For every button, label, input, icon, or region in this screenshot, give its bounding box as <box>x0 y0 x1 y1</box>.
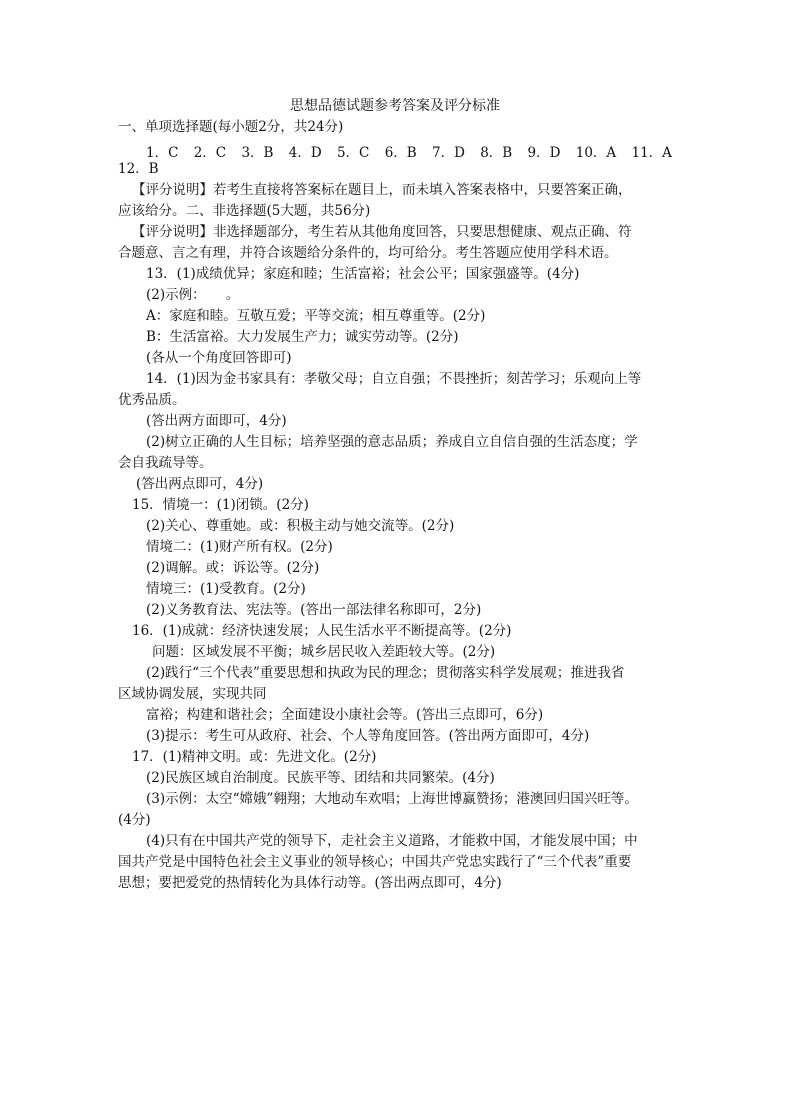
text-line: 情境三：(1)受教育。(2分) <box>146 581 306 597</box>
answer-item: 5．C <box>336 145 370 161</box>
text-line: (答出两点即可，4分) <box>136 476 264 492</box>
text-line: 13．(1)成绩优异；家庭和睦；生活富裕；社会公平；国家强盛等。(4分) <box>146 266 580 282</box>
text-line: 应该给分。二、非选择题(5大题，共56分) <box>118 203 371 219</box>
text-line: 优秀品质。 <box>118 392 186 408</box>
text-line: (3)示例：太空“嫦娥”翱翔；大地动车欢唱；上海世博赢赞扬；港澳回归国兴旺等。 <box>146 791 638 807</box>
text-line: (4分) <box>118 812 151 828</box>
answer-item: 11．A <box>631 145 672 161</box>
document-title: 思想品德试题参考答案及评分标准 <box>290 98 500 114</box>
text-line: 国共产党是中国特色社会主义事业的领导核心；中国共产党忠实践行了“三个代表”重要 <box>118 854 632 870</box>
text-line: (2)调解。或：诉讼等。(2分) <box>146 560 320 576</box>
text-line: 16．(1)成就：经济快速发展；人民生活水平不断提高等。(2分) <box>132 623 512 639</box>
text-line: (2)树立正确的人生目标；培养坚强的意志品质；养成自立自信自强的生活态度；学 <box>146 434 638 450</box>
text-line: (2)义务教育法、宪法等。(答出一部法律名称即可，2分) <box>146 602 482 618</box>
text-line: 思想；要把爱党的热情转化为具体行动等。(答出两点即可，4分) <box>118 875 502 891</box>
text-line: (答出两方面即可，4分) <box>146 413 287 429</box>
text-line: B：生活富裕。大力发展生产力；诚实劳动等。(2分) <box>146 329 459 345</box>
section-heading-single-choice: 一、单项选择题(每小题2分，共24分) <box>118 119 344 135</box>
text-line: 【评分说明】若考生直接将答案标在题目上，而未填入答案表格中，只要答案正确， <box>132 182 632 198</box>
text-line: 问题：区域发展不平衡；城乡居民收入差距较大等。(2分) <box>152 644 496 660</box>
answer-item-wrapped: 12．B <box>118 161 159 177</box>
answer-item: 9．D <box>527 145 561 161</box>
answer-key-row <box>146 141 672 161</box>
text-line: (2)示例： 。 <box>146 287 240 303</box>
text-line: 【评分说明】非选择题部分，考生若从其他角度回答，只要思想健康、观点正确、符 <box>132 224 632 240</box>
answer-item: 10．A <box>575 145 617 161</box>
answer-item: 1．C <box>146 145 179 161</box>
answer-item: 7．D <box>432 145 465 161</box>
text-line: (3)提示：考生可从政府、社会、个人等角度回答。(答出两方面即可，4分) <box>146 728 590 744</box>
text-line: (4)只有在中国共产党的领导下，走社会主义道路，才能救中国，才能发展中国；中 <box>146 833 638 849</box>
answer-item: 3．B <box>241 145 274 161</box>
answer-item: 8．B <box>480 145 513 161</box>
text-line: A：家庭和睦。互敬互爱；平等交流；相互尊重等。(2分) <box>146 308 486 324</box>
text-line: 17．(1)精神文明。或：先进文化。(2分) <box>132 749 377 765</box>
answer-item: 6．B <box>384 145 417 161</box>
text-line: (2)关心、尊重她。或：积极主动与她交流等。(2分) <box>146 518 455 534</box>
text-line: 富裕；构建和谐社会；全面建设小康社会等。(答出三点即可，6分) <box>146 707 544 723</box>
text-line: 情境二：(1)财产所有权。(2分) <box>146 539 333 555</box>
text-line: 15．情境一：(1)闭锁。(2分) <box>132 497 309 513</box>
text-line: (2)践行“三个代表”重要思想和执政为民的理念；贯彻落实科学发展观；推进我省 <box>146 665 625 681</box>
text-line: 区域协调发展，实现共同 <box>118 686 267 702</box>
text-line: 会自我疏导等。 <box>118 455 213 471</box>
answer-item: 2．C <box>193 145 227 161</box>
answer-item: 4．D <box>288 145 322 161</box>
text-line: (2)民族区域自治制度。民族平等、团结和共同繁荣。(4分) <box>146 770 495 786</box>
text-line: 14．(1)因为金书家具有：孝敬父母；自立自强；不畏挫折；刻苦学习；乐观向上等 <box>146 371 642 387</box>
text-line: (各从一个角度回答即可) <box>146 350 292 366</box>
text-line: 合题意、言之有理，并符合该题给分条件的，均可给分。考生答题应使用学科术语。 <box>118 245 618 261</box>
